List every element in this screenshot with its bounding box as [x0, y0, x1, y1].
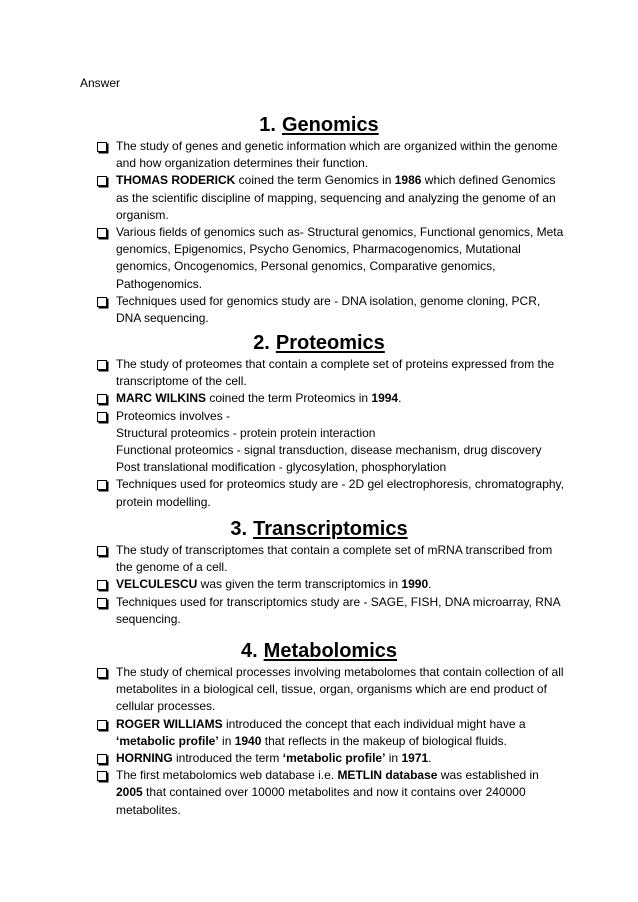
item-text: in	[218, 733, 235, 748]
section-number: 4.	[240, 640, 258, 662]
item-text: that contained over 10000 metabolites and now it contains over 240000 metabolites.	[116, 785, 526, 817]
item-text: The study of chemical processes involving metabolomes that contain collection of all metabolites in a biological cell, tissue, organ, organisms which are end product of cellular processes.	[116, 665, 564, 714]
section-proteomics	[0, 330, 638, 511]
checkbox-bullet-icon	[97, 720, 107, 730]
list-item	[0, 664, 638, 716]
bold-text: 1990	[401, 577, 429, 592]
item-text: that reflects in the makeup of biological fluids.	[261, 733, 507, 748]
bold-text: MARC WILKINS	[116, 391, 206, 406]
item-text: in	[385, 751, 402, 766]
section-transcriptomics	[0, 516, 638, 628]
bold-text: ‘metabolic profile’	[282, 751, 386, 766]
sub-line: Post translational modification - glycosylation, phosphorylation	[116, 460, 447, 475]
list-item	[0, 356, 638, 390]
list-item	[0, 767, 638, 819]
checkbox-bullet-icon	[97, 754, 107, 764]
bold-text: METLIN database	[337, 768, 438, 783]
list-item	[0, 750, 638, 767]
checkbox-bullet-icon	[97, 142, 107, 152]
bold-text: VELCULESCU	[116, 577, 198, 592]
section-heading	[0, 638, 638, 664]
bold-text: 1986	[394, 173, 422, 188]
bold-text: HORNING	[116, 751, 173, 766]
list-item	[0, 594, 638, 628]
list-item	[0, 576, 638, 593]
item-text: Techniques used for genomics study are - DNA isolation, genome cloning, PCR, DNA sequencing.	[116, 293, 541, 326]
list-item	[0, 408, 638, 477]
section-title: Transcriptomics	[253, 518, 408, 540]
sub-line: Functional proteomics - signal transduction, disease mechanism, drug discovery	[116, 443, 542, 458]
item-text: .	[428, 577, 432, 592]
item-text: introduced the term	[172, 751, 283, 766]
section-number: 3.	[230, 518, 248, 540]
bold-text: ‘metabolic profile’	[116, 733, 219, 748]
sub-line: Structural proteomics - protein protein interaction	[116, 425, 376, 440]
bold-text: 1940	[234, 733, 262, 748]
item-text: introduced the concept that each individual might have a	[222, 716, 526, 731]
checkbox-bullet-icon	[97, 480, 107, 490]
item-text: was established in	[437, 768, 539, 783]
item-text: which defined Genomics as the scientific discipline of mapping, sequencing and analyzing the genome of an organism.	[116, 173, 556, 222]
list-item	[0, 138, 638, 172]
item-text: .	[428, 751, 432, 766]
bullet-list	[0, 356, 638, 511]
item-text: coined the term Proteomics in	[206, 391, 372, 406]
list-item	[0, 172, 638, 224]
item-text: Techniques used for transcriptomics study are - SAGE, FISH, DNA microarray, RNA sequencing.	[116, 594, 560, 626]
section-title: Genomics	[281, 114, 379, 136]
bullet-list	[0, 664, 638, 819]
checkbox-bullet-icon	[97, 546, 107, 556]
list-item	[0, 390, 638, 407]
checkbox-bullet-icon	[97, 297, 107, 307]
bold-text: 2005	[116, 785, 143, 800]
item-text: The study of transcriptomes that contain a complete set of mRNA transcribed from the genome of a cell.	[116, 543, 553, 575]
bold-text: 1971	[401, 751, 429, 766]
item-text: coined the term Genomics in	[235, 173, 395, 188]
checkbox-bullet-icon	[97, 360, 107, 370]
section-number: 2.	[253, 332, 270, 354]
item-text: Proteomics involves -	[116, 408, 231, 423]
section-heading	[0, 112, 638, 138]
item-text: was given the term transcriptomics in	[197, 577, 402, 592]
section-number: 1.	[259, 114, 276, 136]
section-metabolomics	[0, 638, 638, 819]
item-text: Various fields of genomics such as- Structural genomics, Functional genomics, Meta genomics, Epigenomics, Psycho Genomics, Pharmacogenomics, Mutational genomics, Oncogenomics, Personal genomics, Comparative genomics, Pathogenomics.	[116, 225, 564, 291]
item-text: The first metabolomics web database i.e.	[116, 768, 338, 783]
item-text: The study of proteomes that contain a complete set of proteins expressed from the transcriptome of the cell.	[116, 357, 555, 389]
section-title: Proteomics	[275, 332, 385, 354]
item-text: Techniques used for proteomics study are - 2D gel electrophoresis, chromatography, protein modelling.	[116, 477, 565, 509]
list-item	[0, 224, 638, 293]
section-heading	[0, 330, 638, 356]
checkbox-bullet-icon	[97, 771, 107, 781]
checkbox-bullet-icon	[97, 668, 107, 678]
section-genomics	[0, 112, 638, 327]
bullet-list	[0, 542, 638, 628]
checkbox-bullet-icon	[97, 176, 107, 186]
checkbox-bullet-icon	[97, 580, 107, 590]
checkbox-bullet-icon	[97, 228, 107, 238]
section-title: Metabolomics	[263, 640, 398, 662]
item-text: The study of genes and genetic information which are organized within the genome and how organization determines their function.	[116, 139, 558, 171]
checkbox-bullet-icon	[97, 394, 107, 404]
bold-text: THOMAS RODERICK	[116, 173, 236, 188]
bold-text: 1994	[371, 391, 399, 406]
bold-text: ROGER WILLIAMS	[116, 716, 223, 731]
list-item	[0, 293, 638, 327]
section-heading	[0, 516, 638, 542]
list-item	[0, 476, 638, 510]
checkbox-bullet-icon	[97, 412, 107, 422]
bullet-list	[0, 138, 638, 327]
list-item	[0, 542, 638, 576]
checkbox-bullet-icon	[97, 598, 107, 608]
item-text: .	[398, 391, 402, 406]
list-item	[0, 716, 638, 750]
answer-label: Answer	[80, 76, 121, 90]
